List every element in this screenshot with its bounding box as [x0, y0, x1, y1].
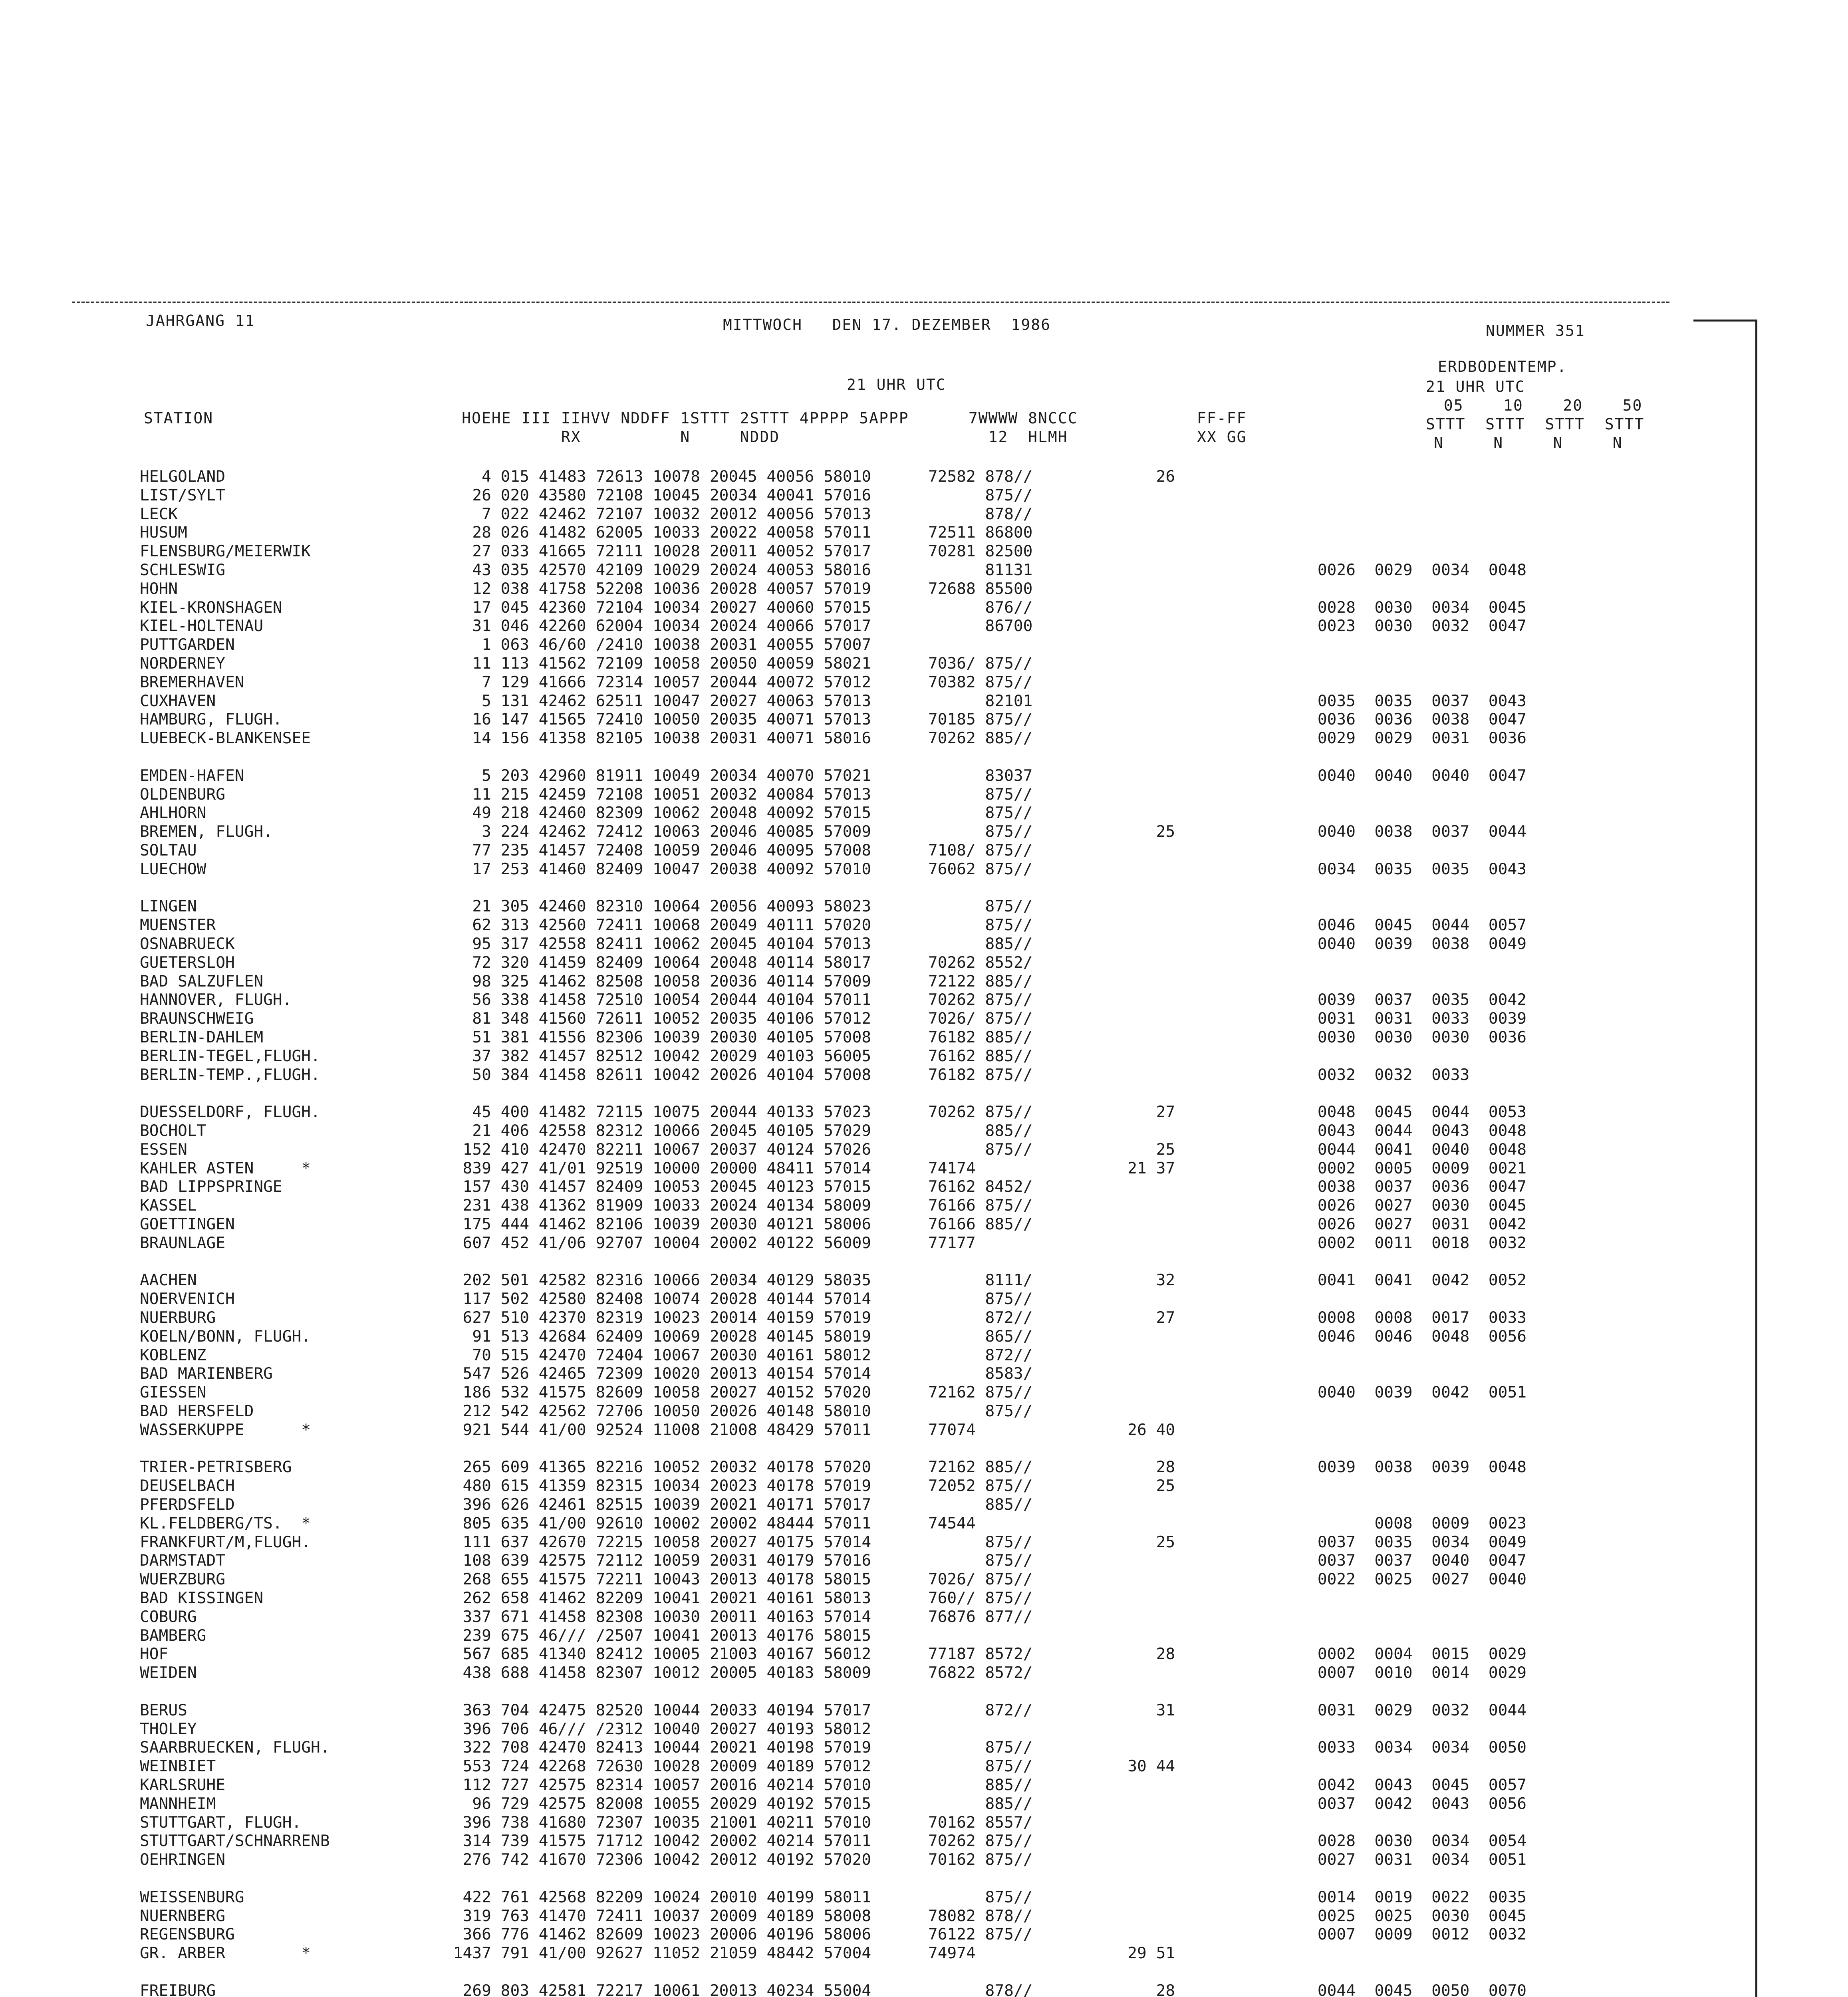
soil-column-units: N N N N: [1434, 434, 1623, 452]
table-row: HELGOLAND 4 015 41483 72613 10078 20045 40056 58010 72582 878// 26: [140, 467, 1175, 486]
table-row: BAD LIPPSPRINGE 157 430 41457 82409 10053 20045 40123 57015 76162 8452/ 0038 0037 0036 0047: [140, 1177, 1527, 1196]
table-row: HOHN 12 038 41758 52208 10036 20028 40057 57019 72688 85500: [140, 579, 1033, 598]
observation-time: 21 UHR UTC: [847, 376, 946, 393]
table-row: DUESSELDORF, FLUGH. 45 400 41482 72115 10075 20044 40133 57023 70262 875// 27 0048 0045 0044 0053: [140, 1103, 1527, 1122]
soil-temp-time: 21 UHR UTC: [1426, 378, 1525, 395]
table-row: NOERVENICH 117 502 42580 82408 10074 20028 40144 57014 875//: [140, 1290, 1033, 1308]
table-row: BERLIN-DAHLEM 51 381 41556 82306 10039 20030 40105 57008 76182 885// 0030 0030 0030 0036: [140, 1028, 1527, 1046]
table-row: PFERDSFELD 396 626 42461 82515 10039 20021 40171 57017 885//: [140, 1495, 1033, 1514]
issue-date: MITTWOCH DEN 17. DEZEMBER 1986: [723, 316, 1051, 333]
table-row: BREMEN, FLUGH. 3 224 42462 72412 10063 20046 40085 57009 875// 25 0040 0038 0037 0044: [140, 822, 1527, 841]
column-header-row2: RX N NDDD 12 HLMH XX GG: [144, 428, 1247, 446]
table-row: BAD MARIENBERG 547 526 42465 72309 10020 20013 40154 57014 8583/: [140, 1364, 1033, 1383]
header-rule-right: [1693, 320, 1757, 322]
table-row: NUERNBERG 319 763 41470 72411 10037 20009 40189 58008 78082 878// 0025 0025 0030 0045: [140, 1906, 1527, 1925]
table-row: KOBLENZ 70 515 42470 72404 10067 20030 40161 58012 872//: [140, 1346, 1033, 1364]
table-row: BRAUNSCHWEIG 81 348 41560 72611 10052 20035 40106 57012 7026/ 875// 0031 0031 0033 0039: [140, 1009, 1527, 1028]
table-row: WEISSENBURG 422 761 42568 82209 10024 20010 40199 58011 875// 0014 0019 0022 0035: [140, 1888, 1527, 1906]
soil-column-labels: STTT STTT STTT STTT: [1426, 415, 1645, 433]
table-row: KIEL-HOLTENAU 31 046 42260 62004 10034 20024 40066 57017 86700 0023 0030 0032 0047: [140, 617, 1527, 635]
table-row: KAHLER ASTEN * 839 427 41/01 92519 10000 20000 48411 57014 74174 21 37 0002 0005 0009 0021: [140, 1159, 1527, 1177]
table-row: GIESSEN 186 532 41575 82609 10058 20027 40152 57020 72162 875// 0040 0039 0042 0051: [140, 1383, 1527, 1402]
table-row: FREIBURG 269 803 42581 72217 10061 20013 40234 55004 878// 28 0044 0045 0050 0070: [140, 1981, 1527, 1997]
table-row: LINGEN 21 305 42460 82310 10064 20056 40093 58023 875//: [140, 897, 1033, 916]
soil-temp-title: ERDBODENTEMP.: [1438, 358, 1567, 375]
table-row: LUECHOW 17 253 41460 82409 10047 20038 40092 57010 76062 875// 0034 0035 0035 0043: [140, 860, 1527, 878]
table-row: MANNHEIM 96 729 42575 82008 10055 20029 40192 57015 885// 0037 0042 0043 0056: [140, 1794, 1527, 1813]
table-row: MUENSTER 62 313 42560 72411 10068 20049 40111 57020 875// 0046 0045 0044 0057: [140, 916, 1527, 935]
table-row: DARMSTADT 108 639 42575 72112 10059 20031 40179 57016 875// 0037 0037 0040 0047: [140, 1551, 1527, 1570]
table-row: BRAUNLAGE 607 452 41/06 92707 10004 20002 40122 56009 77177 0002 0011 0018 0032: [140, 1233, 1527, 1252]
header-rule: [72, 302, 1669, 303]
column-header-row1: STATION HOEHE III IIHVV NDDFF 1STTT 2STTT 4PPPP 5APPP 7WWWW 8NCCC FF-FF: [144, 409, 1247, 427]
volume-label: JAHRGANG 11: [146, 312, 255, 330]
table-row: LECK 7 022 42462 72107 10032 20012 40056 57013 878//: [140, 504, 1033, 523]
table-row: HAMBURG, FLUGH. 16 147 41565 72410 10050 20035 40071 57013 70185 875// 0036 0036 0038 0047: [140, 710, 1527, 729]
table-row: FRANKFURT/M,FLUGH. 111 637 42670 72215 10058 20027 40175 57014 875// 25 0037 0035 0034 0049: [140, 1532, 1527, 1551]
table-row: BOCHOLT 21 406 42558 82312 10066 20045 40105 57029 885// 0043 0044 0043 0048: [140, 1122, 1527, 1140]
table-row: STUTTGART/SCHNARRENB 314 739 41575 71712 10042 20002 40214 57011 70262 875// 0028 0030 0034 0054: [140, 1832, 1527, 1850]
table-row: AHLHORN 49 218 42460 82309 10062 20048 40092 57015 875//: [140, 804, 1033, 822]
table-row: CUXHAVEN 5 131 42462 62511 10047 20027 40063 57013 82101 0035 0035 0037 0043: [140, 691, 1527, 710]
table-row: SOLTAU 77 235 41457 72408 10059 20046 40095 57008 7108/ 875//: [140, 841, 1033, 860]
table-row: SAARBRUECKEN, FLUGH. 322 708 42470 82413 10044 20021 40198 57019 875// 0033 0034 0034 0050: [140, 1738, 1527, 1757]
table-row: NUERBURG 627 510 42370 82319 10023 20014 40159 57019 872// 27 0008 0008 0017 0033: [140, 1308, 1527, 1327]
table-row: REGENSBURG 366 776 41462 82609 10023 20006 40196 58006 76122 875// 0007 0009 0012 0032: [140, 1925, 1527, 1944]
table-row: GUETERSLOH 72 320 41459 82409 10064 20048 40114 58017 70262 8552/: [140, 953, 1033, 972]
table-row: HANNOVER, FLUGH. 56 338 41458 72510 10054 20044 40104 57011 70262 875// 0039 0037 0035 0042: [140, 991, 1527, 1009]
table-row: BAMBERG 239 675 46/// /2507 10041 20013 40176 58015: [140, 1626, 871, 1645]
table-row: LIST/SYLT 26 020 43580 72108 10045 20034 40041 57016 875//: [140, 486, 1033, 504]
table-row: BERUS 363 704 42475 82520 10044 20033 40194 57017 872// 31 0031 0029 0032 0044: [140, 1701, 1527, 1719]
issue-number: NUMMER 351: [1486, 322, 1585, 339]
table-row: FLENSBURG/MEIERWIK 27 033 41665 72111 10028 20011 40052 57017 70281 82500: [140, 542, 1033, 561]
table-row: BAD KISSINGEN 262 658 41462 82209 10041 20021 40161 58013 760// 875//: [140, 1589, 1033, 1607]
table-row: AACHEN 202 501 42582 82316 10066 20034 40129 58035 8111/ 32 0041 0041 0042 0052: [140, 1271, 1527, 1290]
table-row: WEIDEN 438 688 41458 82307 10012 20005 40183 58009 76822 8572/ 0007 0010 0014 0029: [140, 1664, 1527, 1682]
table-row: OSNABRUECK 95 317 42558 82411 10062 20045 40104 57013 885// 0040 0039 0038 0049: [140, 935, 1527, 953]
table-row: ESSEN 152 410 42470 82211 10067 20037 40124 57026 875// 25 0044 0041 0040 0048: [140, 1140, 1527, 1159]
table-row: BAD HERSFELD 212 542 42562 72706 10050 20026 40148 58010 875//: [140, 1402, 1033, 1420]
table-row: KOELN/BONN, FLUGH. 91 513 42684 62409 10069 20028 40145 58019 865// 0046 0046 0048 0056: [140, 1327, 1527, 1346]
table-row: WUERZBURG 268 655 41575 72211 10043 20013 40178 58015 7026/ 875// 0022 0025 0027 0040: [140, 1570, 1527, 1589]
table-row: WASSERKUPPE * 921 544 41/00 92524 11008 21008 48429 57011 77074 26 40: [140, 1420, 1175, 1439]
table-row: KASSEL 231 438 41362 81909 10033 20024 40134 58009 76166 875// 0026 0027 0030 0045: [140, 1196, 1527, 1215]
table-row: LUEBECK-BLANKENSEE 14 156 41358 82105 10038 20031 40071 58016 70262 885// 0029 0029 0031 0036: [140, 729, 1527, 748]
table-row: GOETTINGEN 175 444 41462 82106 10039 20030 40121 58006 76166 885// 0026 0027 0031 0042: [140, 1215, 1527, 1233]
table-row: DEUSELBACH 480 615 41359 82315 10034 20023 40178 57019 72052 875// 25: [140, 1477, 1175, 1495]
table-row: HUSUM 28 026 41482 62005 10033 20022 40058 57011 72511 86800: [140, 523, 1033, 542]
table-row: OLDENBURG 11 215 42459 72108 10051 20032 40084 57013 875//: [140, 785, 1033, 804]
table-row: BREMERHAVEN 7 129 41666 72314 10057 20044 40072 57012 70382 875//: [140, 673, 1033, 691]
table-row: PUTTGARDEN 1 063 46/60 /2410 10038 20031 40055 57007: [140, 635, 871, 654]
table-row: KL.FELDBERG/TS. * 805 635 41/00 92610 10002 20002 48444 57011 74544 0008 0009 0023: [140, 1514, 1527, 1532]
table-row: STUTTGART, FLUGH. 396 738 41680 72307 10035 21001 40211 57010 70162 8557/: [140, 1813, 1033, 1832]
table-row: HOF 567 685 41340 82412 10005 21003 40167 56012 77187 8572/ 28 0002 0004 0015 0029: [140, 1645, 1527, 1664]
table-row: WEINBIET 553 724 42268 72630 10028 20009 40189 57012 875// 30 44: [140, 1757, 1175, 1776]
table-row: TRIER-PETRISBERG 265 609 41365 82216 10052 20032 40178 57020 72162 885// 28 0039 0038 0039 0048: [140, 1458, 1527, 1477]
table-row: KIEL-KRONSHAGEN 17 045 42360 72104 10034 20027 40060 57015 876// 0028 0030 0034 0045: [140, 598, 1527, 617]
table-row: SCHLESWIG 43 035 42570 42109 10029 20024 40053 58016 81131 0026 0029 0034 0048: [140, 561, 1527, 579]
table-row: GR. ARBER * 1437 791 41/00 92627 11052 21059 48442 57004 74974 29 51: [140, 1944, 1175, 1963]
soil-depths: 05 10 20 50: [1434, 397, 1643, 414]
table-row: NORDERNEY 11 113 41562 72109 10058 20050 40059 58021 7036/ 875//: [140, 654, 1033, 673]
table-row: COBURG 337 671 41458 82308 10030 20011 40163 57014 76876 877//: [140, 1607, 1033, 1626]
right-border: [1755, 320, 1757, 1997]
table-row: KARLSRUHE 112 727 42575 82314 10057 20016 40214 57010 885// 0042 0043 0045 0057: [140, 1776, 1527, 1794]
table-row: OEHRINGEN 276 742 41670 72306 10042 20012 40192 57020 70162 875// 0027 0031 0034 0051: [140, 1850, 1527, 1869]
table-row: BERLIN-TEMP.,FLUGH. 50 384 41458 82611 10042 20026 40104 57008 76182 875// 0032 0032 0033: [140, 1065, 1470, 1084]
table-row: BAD SALZUFLEN 98 325 41462 82508 10058 20036 40114 57009 72122 885//: [140, 972, 1033, 991]
table-row: BERLIN-TEGEL,FLUGH. 37 382 41457 82512 10042 20029 40103 56005 76162 885//: [140, 1046, 1033, 1065]
table-row: THOLEY 396 706 46/// /2312 10040 20027 40193 58012: [140, 1719, 871, 1738]
table-row: EMDEN-HAFEN 5 203 42960 81911 10049 20034 40070 57021 83037 0040 0040 0040 0047: [140, 766, 1527, 785]
